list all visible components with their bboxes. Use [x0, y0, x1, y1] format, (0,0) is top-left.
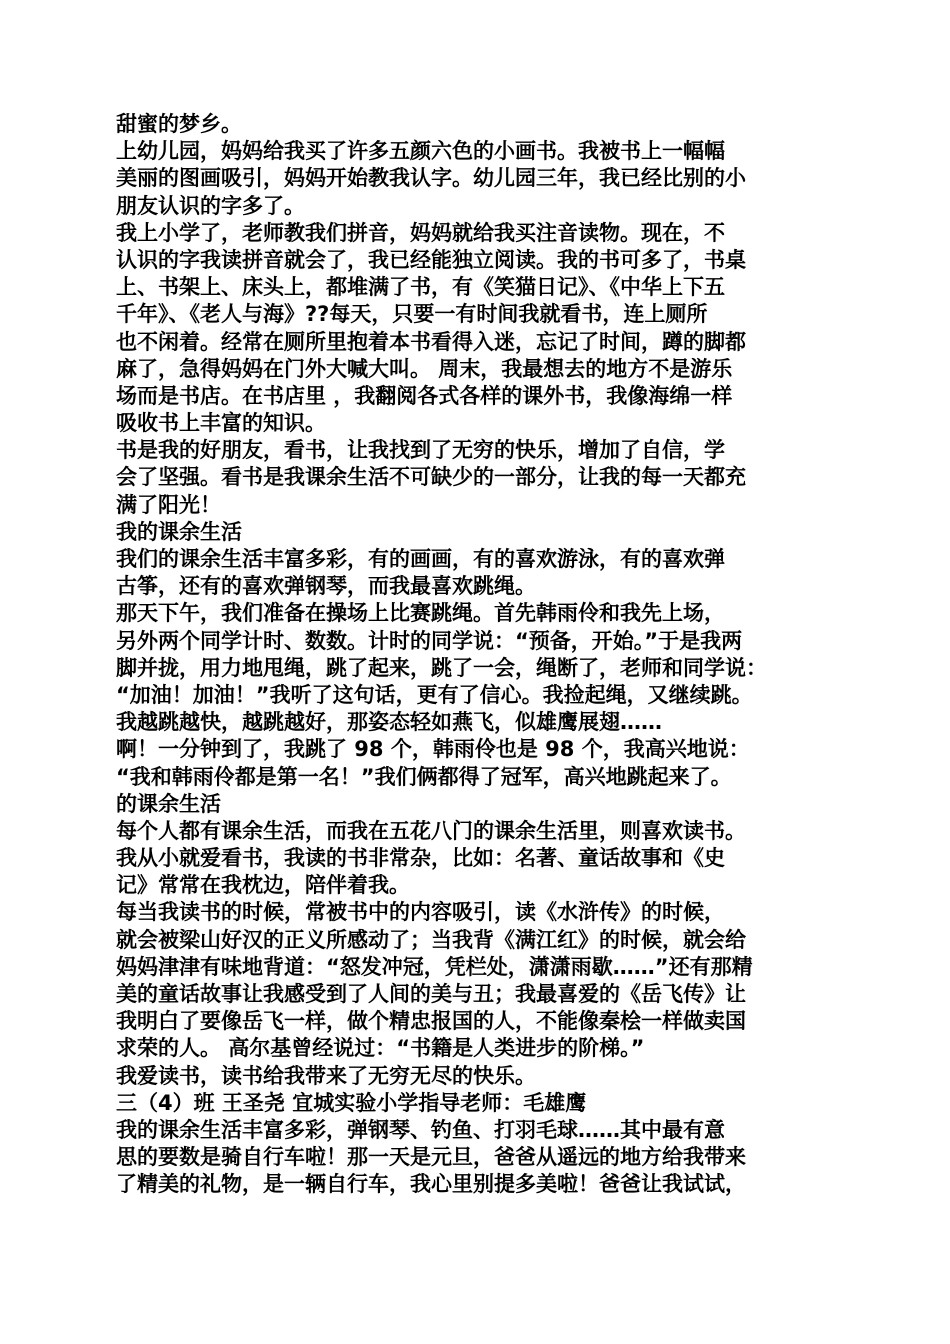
text-line: 我从小就爱看书，我读的书非常杂，比如：名著、童话故事和《史 [116, 846, 725, 871]
text-line: 也不闲着。经常在厕所里抱着本书看得入迷，忘记了时间，蹲的脚都 [116, 329, 746, 354]
text-line: “加油！加油！”我听了这句话，更有了信心。我捡起绳，又继续跳。 [116, 682, 753, 707]
document-body [116, 111, 841, 1199]
text-line: 那天下午，我们准备在操场上比赛跳绳。首先韩雨伶和我先上场， [116, 601, 725, 626]
text-line: 啊！一分钟到了，我跳了 98 个，韩雨伶也是 98 个，我高兴地说： [116, 737, 750, 762]
text-line: 场而是书店。在书店里 ，我翻阅各式各样的课外书，我像海绵一样 [116, 383, 733, 408]
text-line: 书是我的好朋友，看书，让我找到了无穷的快乐，增加了自信，学 [116, 438, 725, 463]
section-heading: 的课余生活 [116, 791, 221, 816]
author-byline: 三（4）班 王圣尧 宜城实验小学指导老师：毛雄鹰 [116, 1090, 587, 1115]
text-line: 了精美的礼物，是一辆自行车，我心里别提多美啦！爸爸让我试试， [116, 1172, 746, 1197]
text-line: 妈妈津津有味地背道：“怒发冲冠，凭栏处，潇潇雨歇……”还有那精 [116, 954, 753, 979]
text-line: 我明白了要像岳飞一样，做个精忠报国的人，不能像秦桧一样做卖国 [116, 1009, 746, 1034]
text-line: “我和韩雨伶都是第一名！”我们俩都得了冠军，高兴地跳起来了。 [116, 764, 732, 789]
section-heading: 我的课余生活 [116, 519, 242, 544]
text-line: 就会被梁山好汉的正义所感动了；当我背《满江红》的时候，就会给 [116, 927, 746, 952]
text-line: 另外两个同学计时、数数。计时的同学说：“预备，开始。”于是我两 [116, 628, 743, 653]
text-line: 脚并拢，用力地甩绳，跳了起来，跳了一会，绳断了，老师和同学说： [116, 655, 767, 680]
text-line: 上幼儿园，妈妈给我买了许多五颜六色的小画书。我被书上一幅幅 [116, 139, 725, 164]
text-line: 古筝，还有的喜欢弹钢琴，而我最喜欢跳绳。 [116, 574, 536, 599]
text-line: 朋友认识的字多了。 [116, 193, 305, 218]
text-line: 我上小学了，老师教我们拼音，妈妈就给我买注音读物。现在，不 [116, 220, 725, 245]
text-line: 我们的课余生活丰富多彩，有的画画，有的喜欢游泳，有的喜欢弹 [116, 547, 725, 571]
text-line: 我越跳越快，越跳越好，那姿态轻如燕飞，似雄鹰展翅…… [116, 710, 662, 735]
text-line: 求荣的人。 高尔基曾经说过：“书籍是人类进步的阶梯。” [116, 1036, 645, 1061]
text-line: 每个人都有课余生活，而我在五花八门的课余生活里，则喜欢读书。 [116, 818, 746, 843]
text-line: 记》常常在我枕边，陪伴着我。 [116, 873, 410, 898]
text-line: 美丽的图画吸引，妈妈开始教我认字。幼儿园三年，我已经比别的小 [116, 166, 746, 191]
text-line: 甜蜜的梦乡。 [116, 112, 242, 136]
text-line: 我爱读书，读书给我带来了无穷无尽的快乐。 [116, 1063, 536, 1088]
text-line: 认识的字我读拼音就会了，我已经能独立阅读。我的书可多了，书桌 [116, 247, 746, 272]
text-line: 麻了，急得妈妈在门外大喊大叫。 周末，我最想去的地方不是游乐 [116, 356, 733, 381]
text-line: 满了阳光！ [116, 492, 221, 517]
text-line: 每当我读书的时候，常被书中的内容吸引，读《水浒传》的时候， [116, 900, 725, 925]
text-line: 美的童话故事让我感受到了人间的美与丑；我最喜爱的《岳飞传》让 [116, 982, 746, 1006]
text-line: 思的要数是骑自行车啦！那一天是元旦，爸爸从遥远的地方给我带来 [116, 1145, 746, 1170]
text-line: 我的课余生活丰富多彩，弹钢琴、钓鱼、打羽毛球……其中最有意 [116, 1117, 725, 1142]
text-line: 会了坚强。看书是我课余生活不可缺少的一部分，让我的每一天都充 [116, 465, 746, 490]
text-line: 千年》、《老人与海》??每天，只要一有时间我就看书，连上厕所 [116, 302, 708, 327]
text-line: 上、书架上、床头上，都堆满了书，有《笑猫日记》、《中华上下五 [116, 275, 725, 300]
text-line: 吸收书上丰富的知识。 [116, 411, 326, 436]
